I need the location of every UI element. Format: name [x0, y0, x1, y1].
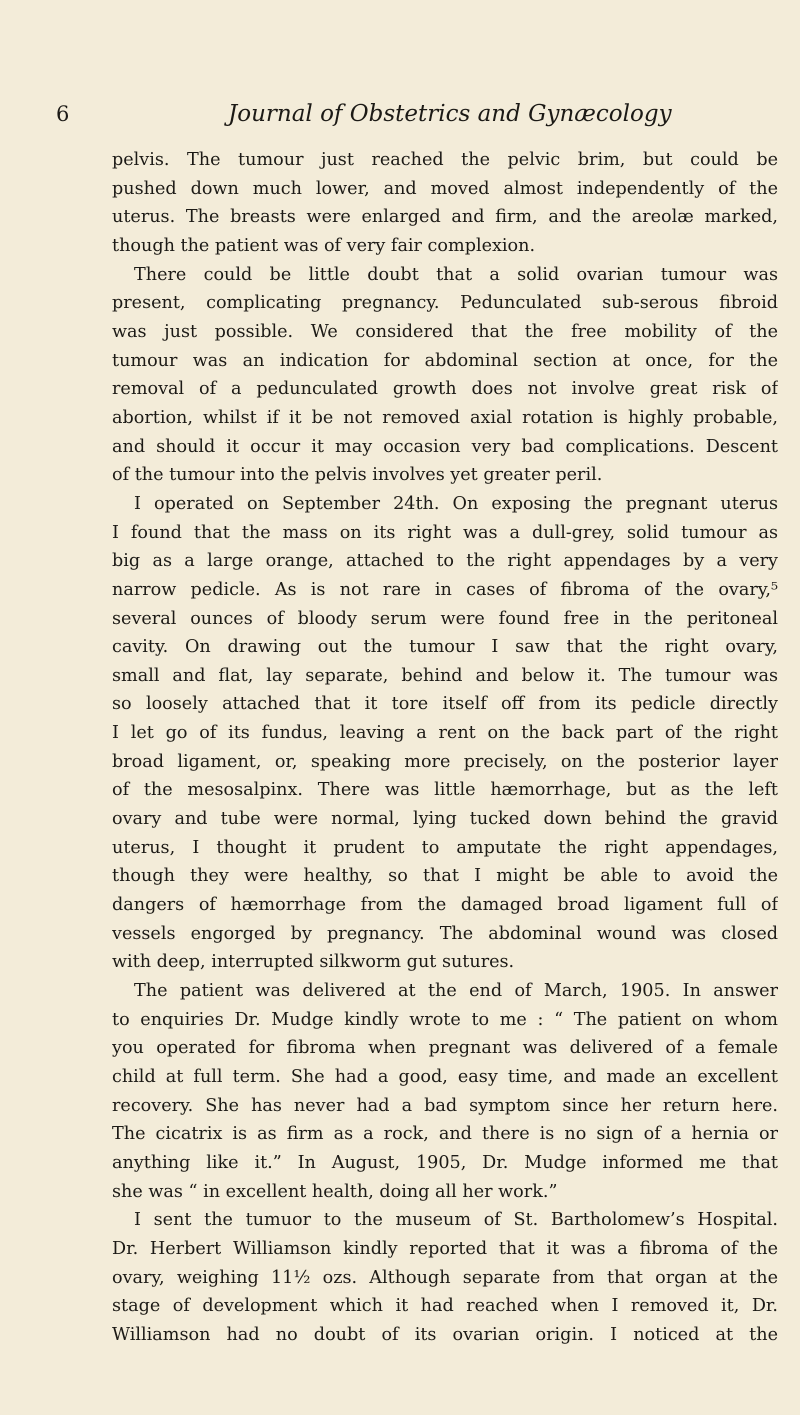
text-line: pelvis. The tumour just reached the pelvic brim, but could be: [112, 150, 778, 170]
text-line: anything like it.” In August, 1905, Dr. Mudge informed me that: [112, 1152, 778, 1173]
text-line: There could be little doubt that a solid ovarian tumour was: [134, 264, 778, 285]
text-line: though the patient was of very fair complexion.: [112, 235, 536, 256]
text-line: pushed down much lower, and moved almost independently of the: [112, 178, 778, 199]
text-line: cavity. On drawing out the tumour I saw that the right ovary,: [112, 637, 778, 658]
text-line: I sent the tumuor to the museum of St. Bartholomew’s Hospital.: [134, 1210, 778, 1231]
text-line: The cicatrix is as firm as a rock, and there is no sign of a hernia or: [112, 1124, 778, 1145]
article-body: [112, 146, 778, 1350]
text-line: small and flat, lay separate, behind and below it. The tumour was: [112, 665, 778, 686]
text-line: several ounces of bloody serum were found free in the peritoneal: [112, 608, 778, 629]
text-line: she was “ in excellent health, doing all her work.”: [112, 1181, 558, 1202]
text-line: big as a large orange, attached to the right appendages by a very: [112, 551, 778, 572]
text-line: ovary and tube were normal, lying tucked down behind the gravid: [112, 809, 778, 830]
text-line: broad ligament, or, speaking more precisely, on the posterior layer: [112, 751, 778, 772]
text-line: I operated on September 24th. On exposing the pregnant uterus: [134, 493, 778, 514]
text-line: uterus. The breasts were enlarged and firm, and the areolæ marked,: [112, 207, 778, 228]
text-line: I let go of its fundus, leaving a rent on the back part of the right: [112, 723, 778, 744]
text-line: removal of a pedunculated growth does not involve great risk of: [112, 379, 778, 400]
text-line: was just possible. We considered that the free mobility of the: [112, 321, 778, 342]
page-number: 6: [56, 102, 70, 126]
text-line: tumour was an indication for abdominal section at once, for the: [112, 350, 778, 371]
text-line: and should it occur it may occasion very bad complications. Descent: [112, 436, 778, 457]
text-line: you operated for fibroma when pregnant was delivered of a female: [112, 1038, 778, 1059]
text-line: Williamson had no doubt of its ovarian origin. I noticed at the: [112, 1324, 778, 1345]
text-line: child at full term. She had a good, easy time, and made an excellent: [112, 1067, 778, 1087]
text-line: uterus, I thought it prudent to amputate the right appendages,: [112, 837, 778, 858]
text-line: The patient was delivered at the end of March, 1905. In answer: [134, 981, 778, 1002]
text-line: to enquiries Dr. Mudge kindly wrote to me : “ The patient on whom: [112, 1009, 778, 1030]
text-line: though they were healthy, so that I might be able to avoid the: [112, 866, 778, 887]
text-line: with deep, interrupted silkworm gut sutures.: [112, 952, 515, 973]
text-line: narrow pedicle. As is not rare in cases of fibroma of the ovary,⁵: [112, 579, 778, 600]
text-line: stage of development which it had reached when I removed it, Dr.: [112, 1296, 778, 1317]
text-line: present, complicating pregnancy. Pedunculated sub-serous fibroid: [112, 293, 778, 314]
text-line: dangers of hæmorrhage from the damaged broad ligament full of: [112, 895, 778, 916]
text-line: so loosely attached that it tore itself off from its pedicle directly: [112, 694, 778, 715]
text-line: recovery. She has never had a bad symptom since her return here.: [112, 1095, 778, 1116]
text-line: of the mesosalpinx. There was little hæmorrhage, but as the left: [112, 780, 778, 801]
text-line: Dr. Herbert Williamson kindly reported that it was a fibroma of the: [112, 1238, 778, 1259]
text-line: vessels engorged by pregnancy. The abdominal wound was closed: [112, 923, 778, 944]
text-line: ovary, weighing 11½ ozs. Although separate from that organ at the: [112, 1267, 778, 1288]
text-line: of the tumour into the pelvis involves yet greater peril.: [112, 465, 603, 486]
page-header: [56, 96, 756, 136]
text-line: abortion, whilst if it be not removed axial rotation is highly probable,: [112, 407, 778, 428]
text-line: I found that the mass on its right was a dull-grey, solid tumour as: [112, 522, 778, 543]
running-head: Journal of Obstetrics and Gynæcology: [228, 101, 672, 127]
